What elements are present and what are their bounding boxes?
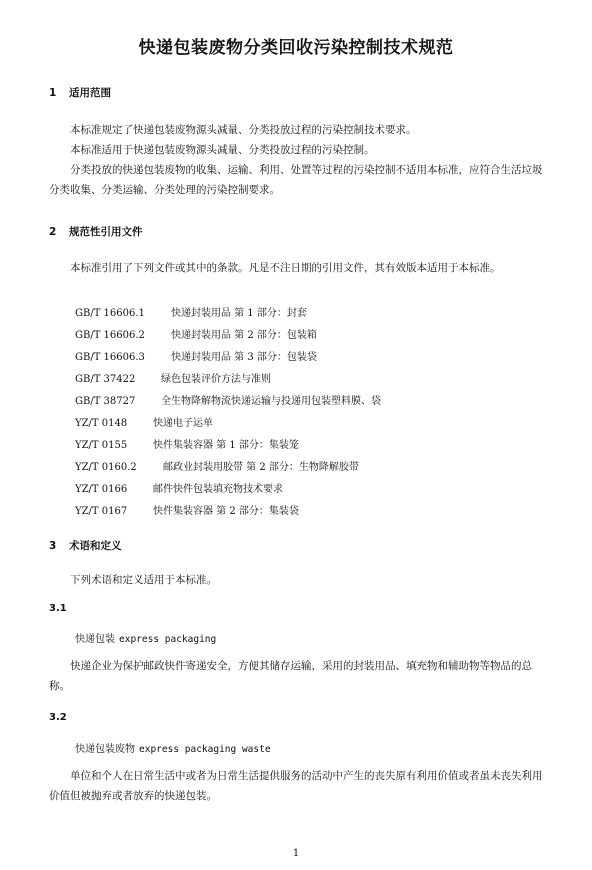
reference-name: 快递电子运单 — [153, 418, 213, 429]
term-chinese: 快递包装废物 — [75, 744, 135, 755]
paragraph: 本标准适用于快递包装废物源头减量、分类投放过程的污染控制。 — [70, 144, 375, 156]
reference-name: 绿色包装评价方法与准则 — [161, 374, 271, 385]
reference-name: 快递封装用品 第 2 部分：包装箱 — [171, 330, 317, 341]
reference-code: GB/T 37422 — [75, 374, 136, 385]
section-1-heading — [49, 85, 111, 100]
paragraph: 本标准规定了快递包装废物源头减量、分类投放过程的污染控制技术要求。 — [70, 124, 417, 136]
term-heading — [75, 740, 271, 755]
term-definition: 单位和个人在日常生活中或者为日常生活提供服务的活动中产生的丧失原有利用价值或者虽未丧失利用价值但被抛弃或者放弃的快递包装。 — [49, 770, 543, 802]
term-chinese: 快递包装 — [75, 634, 115, 645]
reference-name: 邮政业封装用胶带 第 2 部分：生物降解胶带 — [163, 462, 359, 473]
term-english: express packaging — [119, 634, 217, 645]
page-number: 1 — [292, 848, 300, 859]
reference-name: 快件集装容器 第 2 部分：集装袋 — [153, 506, 299, 517]
page-title: 快递包装废物分类回收污染控制技术规范 — [138, 38, 454, 58]
reference-code: YZ/T 0167 — [75, 506, 128, 517]
paragraph: 分类投放的快递包装废物的收集、运输、利用、处置等过程的污染控制不适用本标准，应符合生活垃圾分类收集、分类运输、分类处理的污染控制要求。 — [49, 164, 543, 196]
term-definition: 快递企业为保护邮政快件寄递安全，方便其储存运输，采用的封装用品、填充物和辅助物等物品的总称。 — [49, 660, 532, 692]
section-number: 1 — [49, 87, 57, 99]
reference-item — [75, 348, 317, 363]
section-number: 3 — [49, 540, 57, 552]
section-title: 术语和定义 — [69, 540, 122, 552]
reference-item — [75, 392, 381, 407]
reference-item — [75, 436, 299, 451]
reference-code: YZ/T 0155 — [75, 440, 128, 451]
reference-name: 快递封装用品 第 3 部分：包装袋 — [171, 352, 317, 363]
reference-code: GB/T 16606.1 — [75, 308, 145, 319]
reference-name: 邮件快件包装填充物技术要求 — [153, 484, 283, 495]
term-number: 3.1 — [49, 603, 67, 614]
reference-item — [75, 370, 271, 385]
section-2-heading — [49, 224, 143, 239]
reference-code: YZ/T 0160.2 — [75, 462, 137, 473]
reference-code: GB/T 16606.3 — [75, 352, 145, 363]
paragraph: 本标准引用了下列文件或其中的条款。凡是不注日期的引用文件，其有效版本适用于本标准。 — [70, 262, 501, 274]
reference-code: GB/T 16606.2 — [75, 330, 145, 341]
term-number: 3.2 — [49, 712, 67, 723]
reference-item — [75, 458, 359, 473]
paragraph: 下列术语和定义适用于本标准。 — [70, 574, 217, 586]
section-title: 适用范围 — [69, 87, 111, 99]
reference-code: YZ/T 0166 — [75, 484, 128, 495]
reference-item — [75, 480, 283, 495]
section-title: 规范性引用文件 — [69, 226, 143, 238]
section-3-heading — [49, 538, 122, 553]
reference-item — [75, 326, 317, 341]
reference-item — [75, 304, 307, 319]
term-english: express packaging waste — [139, 744, 271, 755]
reference-name: 快递封装用品 第 1 部分：封套 — [171, 308, 307, 319]
reference-name: 全生物降解物流快递运输与投递用包装塑料膜、袋 — [161, 396, 381, 407]
section-number: 2 — [49, 226, 57, 238]
reference-code: GB/T 38727 — [75, 396, 136, 407]
reference-name: 快件集装容器 第 1 部分：集装笼 — [153, 440, 299, 451]
term-heading — [75, 630, 216, 645]
reference-item — [75, 502, 299, 517]
reference-code: YZ/T 0148 — [75, 418, 128, 429]
reference-item — [75, 414, 213, 429]
